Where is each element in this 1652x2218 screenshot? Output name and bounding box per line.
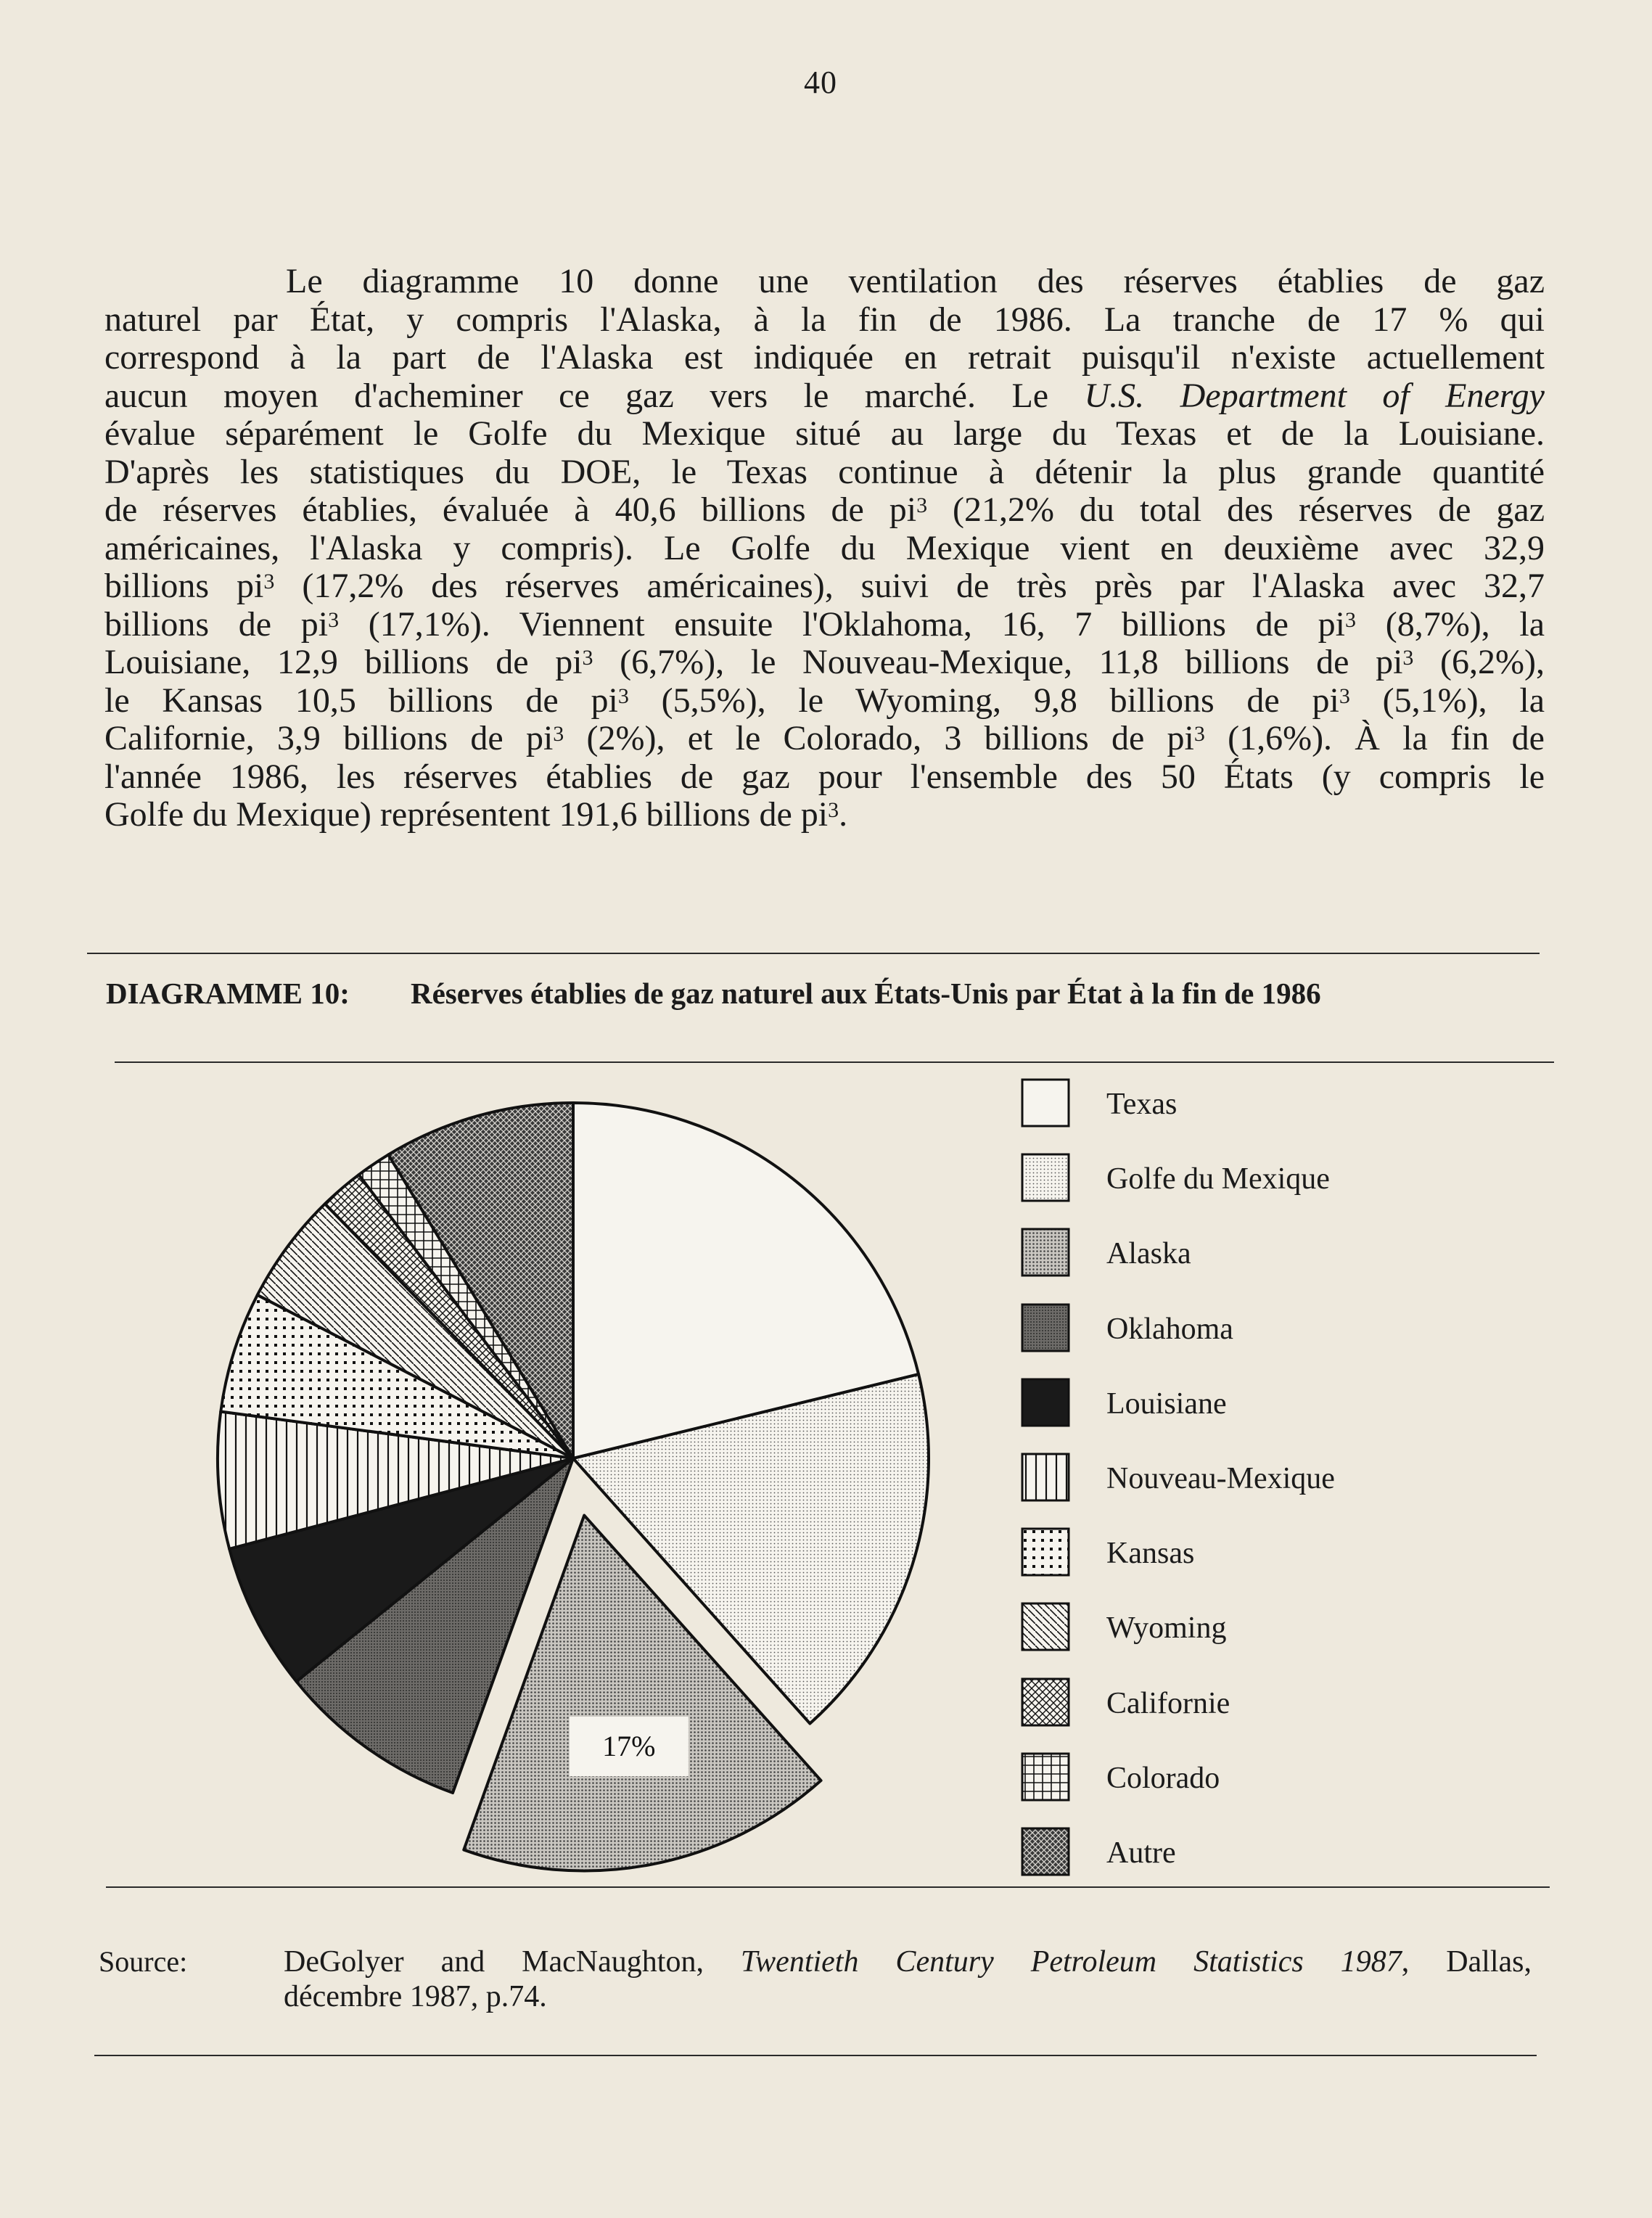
superscript: 3 [1339, 683, 1350, 708]
paragraph-line: aucun moyen d'acheminer ce gaz vers le marché. Le U.S. Department of Energy [104, 376, 1545, 415]
legend-label: Golfe du Mexique [1106, 1162, 1330, 1196]
legend-label: Alaska [1106, 1237, 1191, 1271]
paragraph-line: D'après les statistiques du DOE, le Texas continue à détenir la plus grande quantité [104, 452, 1545, 491]
page-number: 40 [804, 65, 837, 100]
legend-label: Nouveau-Mexique [1106, 1462, 1335, 1495]
legend-item [1021, 1078, 1529, 1129]
legend-item [1021, 1677, 1529, 1728]
legend-label: Colorado [1106, 1761, 1220, 1795]
rule-top [87, 953, 1540, 954]
rule-under-heading [115, 1061, 1554, 1063]
paragraph-line: correspond à la part de l'Alaska est indiquée en retrait puisqu'il n'existe actuellement [104, 338, 1545, 377]
source-text [284, 1944, 1532, 2014]
paragraph-line: Golfe du Mexique) représentent 191,6 billions de $pi^3$. [104, 795, 848, 834]
source-publication: Twentieth Century Petroleum Statistics 1987 [740, 1945, 1402, 1979]
legend-item [1021, 1752, 1529, 1803]
source-line-1 [284, 1944, 1532, 1979]
paragraph-line: le Kansas 10,5 billions de $pi^3$ (5,5%), le Wyoming, 9,8 billions de $pi^3$ (5,1%), la [104, 681, 1545, 720]
paragraph-line: Louisiane, 12,9 billions de $pi^3$ (6,7%), le Nouveau-Mexique, 11,8 billions de $pi^3$ (6,2%), [104, 643, 1545, 681]
paragraph-line: américaines, l'Alaska y compris). Le Golfe du Mexique vient en deuxième avec 32,9 [104, 528, 1545, 567]
legend-swatch [1021, 1228, 1070, 1277]
slice-label: 17% [602, 1730, 656, 1763]
chart-heading-label: DIAGRAMME 10: [106, 977, 350, 1010]
superscript: 3 [1402, 646, 1414, 670]
superscript: 3 [263, 570, 275, 593]
legend-label: Wyoming [1106, 1611, 1227, 1646]
legend-item [1021, 1378, 1529, 1429]
legend-item [1021, 1827, 1529, 1878]
legend-label: Kansas [1106, 1537, 1195, 1571]
legend-label: Louisiane [1106, 1387, 1227, 1421]
legend-item [1021, 1153, 1529, 1204]
legend-swatch [1021, 1078, 1070, 1128]
source-place: , Dallas, [1401, 1945, 1532, 1979]
legend-swatch [1021, 1527, 1070, 1577]
legend-swatch [1021, 1453, 1070, 1502]
pie-labels [570, 1717, 689, 1776]
legend-swatch [1021, 1153, 1070, 1202]
italic-text: U.S. Department of Energy [1084, 376, 1545, 415]
paragraph-line: évalue séparément le Golfe du Mexique situé au large du Texas et de la Louisiane. [104, 414, 1545, 453]
legend-item [1021, 1303, 1529, 1354]
legend-label: Autre [1106, 1836, 1176, 1870]
legend-label: Oklahoma [1106, 1312, 1233, 1346]
paragraph-line: l'année 1986, les réserves établies de gaz pour l'ensemble des 50 États (y compris le [104, 757, 1545, 796]
paragraph-line: naturel par État, y compris l'Alaska, à la fin de 1986. La tranche de 17 % qui [104, 300, 1545, 339]
rule-bottom [94, 2055, 1537, 2056]
paragraph-line: Le diagramme 10 donne une ventilation des réserves établies de gaz [286, 262, 1545, 300]
source-authors: DeGolyer and MacNaughton, [284, 1945, 741, 1979]
legend-swatch [1021, 1303, 1070, 1352]
superscript: 3 [828, 798, 839, 822]
chart-title: Réserves établies de gaz naturel aux États-Unis par État à la fin de 1986 [411, 977, 1321, 1010]
chart-heading [106, 976, 1321, 1011]
legend-item [1021, 1527, 1529, 1578]
paragraph-line: de réserves établies, évaluée à 40,6 billions de $pi^3$ (21,2% du total des réserves de gaz [104, 490, 1545, 529]
superscript: 3 [1193, 722, 1205, 746]
paragraph-line: billions $pi^3$ (17,2% des réserves américaines), suivi de très près par l'Alaska avec 32,7 [104, 567, 1545, 605]
legend-item [1021, 1228, 1529, 1278]
legend-swatch [1021, 1602, 1070, 1651]
source-key: Source: [99, 1945, 188, 1978]
legend-swatch [1021, 1752, 1070, 1802]
legend-label: Californie [1106, 1686, 1230, 1720]
legend-swatch [1021, 1677, 1070, 1727]
legend-swatch [1021, 1378, 1070, 1427]
source-line-2: décembre 1987, p.74. [284, 1980, 547, 2013]
rule-under-chart [106, 1886, 1550, 1888]
pie-chart [210, 1088, 936, 1908]
legend-label: Texas [1106, 1088, 1178, 1121]
superscript: 3 [617, 683, 629, 708]
superscript: 3 [582, 646, 593, 670]
superscript: 3 [328, 607, 340, 632]
superscript: 3 [1345, 607, 1357, 632]
legend-item [1021, 1602, 1529, 1653]
legend-item [1021, 1453, 1529, 1503]
legend-swatch [1021, 1827, 1070, 1876]
body-paragraph [104, 263, 1545, 834]
paragraph-line: Californie, 3,9 billions de $pi^3$ (2%), et le Colorado, 3 billions de $pi^3$ (1,6%). À la fin de [104, 719, 1545, 757]
superscript: 3 [916, 493, 928, 517]
superscript: 3 [553, 722, 564, 746]
paragraph-line: billions de $pi^3$ (17,1%). Viennent ensuite l'Oklahoma, 16, 7 billions de $pi^3$ (8,7%), la [104, 604, 1545, 644]
